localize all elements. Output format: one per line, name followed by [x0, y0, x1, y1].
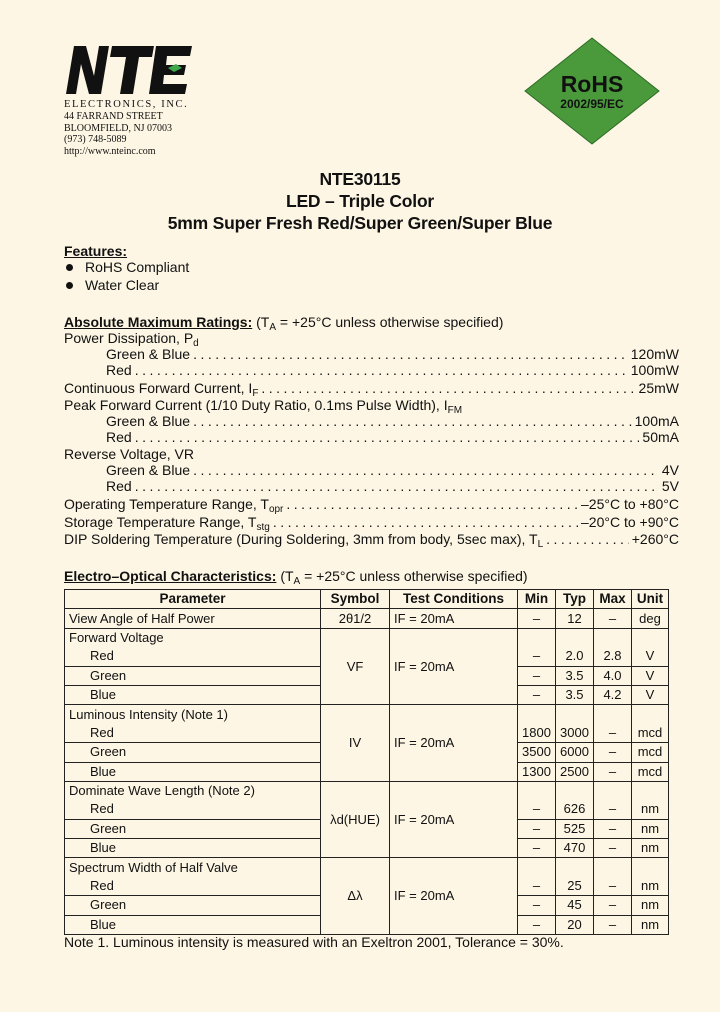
rating-row: [64, 413, 679, 430]
empty-cell: [556, 705, 594, 724]
empty-cell: [556, 858, 594, 877]
symbol-cell: 2θ1/2: [321, 609, 390, 628]
max-cell: –: [594, 800, 632, 819]
min-cell: 3500: [518, 743, 556, 762]
power-dissipation-label: [64, 330, 199, 347]
column-header: Parameter: [65, 590, 321, 609]
max-cell: –: [594, 743, 632, 762]
rating-value: –20°C to +90°C: [581, 514, 679, 530]
typ-cell: 20: [556, 915, 594, 934]
leader-dots: [193, 462, 659, 479]
empty-cell: [594, 781, 632, 800]
column-header: Test Conditions: [390, 590, 518, 609]
ratings-condition: (T: [256, 314, 270, 330]
symbol-cell: λd(HUE): [321, 781, 390, 858]
sub-param-cell: Green: [65, 666, 321, 685]
rating-row: [64, 514, 679, 531]
table-group-row: [65, 628, 669, 647]
leader-dots: [261, 380, 635, 397]
label-text: Storage Temperature Range, T: [64, 514, 257, 530]
ratings-condition-sub: A: [269, 322, 277, 333]
unit-cell: nm: [632, 839, 669, 858]
rating-value: +260°C: [631, 531, 679, 547]
empty-cell: [518, 858, 556, 877]
rating-value: 100mA: [634, 413, 679, 429]
rating-row: [64, 462, 679, 479]
sub-param-cell: Red: [65, 800, 321, 819]
leader-dots: [193, 413, 632, 430]
param-cell: Forward Voltage: [65, 628, 321, 647]
column-header: Min: [518, 590, 556, 609]
min-cell: –: [518, 915, 556, 934]
rohs-code: 2002/95/EC: [560, 97, 624, 111]
max-cell: –: [594, 915, 632, 934]
rating-value: 100mW: [630, 362, 679, 378]
typ-cell: 12: [556, 609, 594, 628]
rating-row: [64, 380, 679, 397]
unit-cell: mcd: [632, 743, 669, 762]
rating-row: [64, 362, 679, 379]
column-header: Unit: [632, 590, 669, 609]
max-cell: 4.0: [594, 666, 632, 685]
unit-cell: nm: [632, 877, 669, 896]
rating-label: Green & Blue: [106, 462, 191, 478]
empty-cell: [594, 858, 632, 877]
condition-cell: IF = 20mA: [390, 858, 518, 935]
rating-label: Green & Blue: [106, 413, 191, 429]
sub-param-cell: Red: [65, 724, 321, 743]
max-cell: –: [594, 839, 632, 858]
unit-cell: nm: [632, 800, 669, 819]
title-line-2: LED – Triple Color: [285, 191, 435, 211]
sub-param-cell: Green: [65, 743, 321, 762]
ratings-heading: Absolute Maximum Ratings:: [64, 314, 253, 330]
max-cell: –: [594, 819, 632, 838]
max-cell: –: [594, 724, 632, 743]
unit-cell: V: [632, 647, 669, 666]
max-cell: –: [594, 896, 632, 915]
typ-cell: 470: [556, 839, 594, 858]
feature-text: RoHS Compliant: [85, 259, 190, 275]
eo-heading: Electro–Optical Characteristics:: [64, 568, 277, 584]
label-text: Power Dissipation, P: [64, 330, 194, 346]
empty-cell: [632, 858, 669, 877]
typ-cell: 45: [556, 896, 594, 915]
label-sub: L: [537, 539, 544, 550]
rating-row: [64, 346, 679, 363]
param-cell: Luminous Intensity (Note 1): [65, 705, 321, 724]
empty-cell: [632, 781, 669, 800]
company-name: ELECTRONICS, INC.: [64, 99, 189, 110]
column-header: Symbol: [321, 590, 390, 609]
rating-label: Red: [106, 478, 132, 494]
condition-cell: IF = 20mA: [390, 609, 518, 628]
rating-label: Green & Blue: [106, 346, 191, 362]
sub-param-cell: Blue: [65, 762, 321, 781]
empty-cell: [556, 781, 594, 800]
rohs-badge: [523, 36, 661, 146]
eo-condition-post: = +25°C unless otherwise specified): [300, 568, 528, 584]
rating-label: Red: [106, 362, 132, 378]
bullet-icon: [66, 282, 73, 289]
column-header: Typ: [556, 590, 594, 609]
unit-cell: V: [632, 666, 669, 685]
label-text: Operating Temperature Range, T: [64, 496, 269, 512]
leader-dots: [286, 496, 578, 513]
sub-param-cell: Green: [65, 819, 321, 838]
eo-table: [64, 589, 669, 935]
condition-cell: IF = 20mA: [390, 705, 518, 782]
label-sub: d: [193, 338, 199, 349]
min-cell: –: [518, 666, 556, 685]
sub-param-cell: Green: [65, 896, 321, 915]
min-cell: –: [518, 800, 556, 819]
symbol-cell: Δλ: [321, 858, 390, 935]
min-cell: –: [518, 896, 556, 915]
label-text: Peak Forward Current (1/10 Duty Ratio, 0.1ms Pulse Width), I: [64, 397, 448, 413]
rating-row: [64, 429, 679, 446]
feature-item: [66, 259, 189, 276]
empty-cell: [632, 628, 669, 647]
max-cell: –: [594, 762, 632, 781]
leader-dots: [193, 346, 628, 363]
eo-heading-line: [64, 568, 528, 585]
eo-condition: (T: [280, 568, 294, 584]
unit-cell: V: [632, 685, 669, 704]
empty-cell: [594, 628, 632, 647]
typ-cell: 2.0: [556, 647, 594, 666]
address-line: BLOOMFIELD, NJ 07003: [64, 122, 173, 134]
min-cell: 1300: [518, 762, 556, 781]
table-group-row: [65, 781, 669, 800]
empty-cell: [556, 628, 594, 647]
typ-cell: 25: [556, 877, 594, 896]
rating-value: 25mW: [638, 380, 679, 396]
sub-param-cell: Blue: [65, 915, 321, 934]
typ-cell: 3.5: [556, 666, 594, 685]
title-line-3: 5mm Super Fresh Red/Super Green/Super Blue: [167, 213, 553, 233]
ratings-condition-post: = +25°C unless otherwise specified): [276, 314, 504, 330]
label-sub: stg: [256, 522, 270, 533]
peak-current-label: [64, 397, 462, 414]
rating-value: 4V: [661, 462, 679, 478]
footnote: Note 1. Luminous intensity is measured with an Exeltron 2001, Tolerance = 30%.: [64, 934, 564, 950]
rating-value: 120mW: [630, 346, 679, 362]
unit-cell: nm: [632, 819, 669, 838]
reverse-voltage-label: Reverse Voltage, VR: [64, 446, 194, 462]
unit-cell: nm: [632, 915, 669, 934]
address-line: (973) 748-5089: [64, 134, 127, 145]
sub-param-cell: Blue: [65, 839, 321, 858]
address-line: http://www.nteinc.com: [64, 145, 156, 157]
min-cell: –: [518, 839, 556, 858]
rating-row: [64, 531, 679, 548]
rating-value: –25°C to +80°C: [581, 496, 679, 512]
rating-label: [64, 380, 258, 397]
table-row: [65, 609, 669, 628]
max-cell: 4.2: [594, 685, 632, 704]
symbol-cell: IV: [321, 705, 390, 782]
empty-cell: [632, 705, 669, 724]
table-group-row: [65, 858, 669, 877]
label-text: DIP Soldering Temperature (During Soldering, 3mm from body, 5sec max), T: [64, 531, 538, 547]
empty-cell: [518, 781, 556, 800]
unit-cell: mcd: [632, 724, 669, 743]
rating-label: [64, 531, 543, 548]
min-cell: –: [518, 877, 556, 896]
typ-cell: 525: [556, 819, 594, 838]
param-cell: View Angle of Half Power: [65, 609, 321, 628]
rating-value: 50mA: [642, 429, 679, 445]
table-header-row: [65, 590, 669, 609]
rating-row: [64, 496, 679, 513]
leader-dots: [135, 362, 628, 379]
bullet-icon: [66, 264, 73, 271]
leader-dots: [135, 478, 659, 495]
rating-row: [64, 478, 679, 495]
typ-cell: 626: [556, 800, 594, 819]
label-text: Continuous Forward Current, I: [64, 380, 253, 396]
min-cell: –: [518, 819, 556, 838]
table-group-row: [65, 705, 669, 724]
max-cell: 2.8: [594, 647, 632, 666]
rating-label: [64, 514, 270, 531]
empty-cell: [594, 705, 632, 724]
eo-condition-sub: A: [293, 576, 301, 587]
unit-cell: deg: [632, 609, 669, 628]
min-cell: –: [518, 647, 556, 666]
feature-text: Water Clear: [85, 277, 160, 293]
min-cell: –: [518, 609, 556, 628]
condition-cell: IF = 20mA: [390, 628, 518, 705]
rohs-label: RoHS: [560, 71, 624, 97]
typ-cell: 6000: [556, 743, 594, 762]
max-cell: –: [594, 609, 632, 628]
unit-cell: mcd: [632, 762, 669, 781]
typ-cell: 3000: [556, 724, 594, 743]
param-cell: Spectrum Width of Half Valve: [65, 858, 321, 877]
condition-cell: IF = 20mA: [390, 781, 518, 858]
label-sub: FM: [447, 405, 463, 416]
part-number: NTE30115: [319, 169, 401, 189]
address-line: 44 FARRAND STREET: [64, 111, 163, 122]
leader-dots: [273, 514, 578, 531]
ratings-heading-line: [64, 314, 503, 331]
symbol-cell: VF: [321, 628, 390, 705]
nte-logo: [64, 44, 194, 96]
label-sub: F: [252, 388, 259, 399]
typ-cell: 3.5: [556, 685, 594, 704]
sub-param-cell: Red: [65, 877, 321, 896]
leader-dots: [135, 429, 640, 446]
empty-cell: [518, 705, 556, 724]
company-address: [64, 111, 172, 157]
min-cell: 1800: [518, 724, 556, 743]
rating-value: 5V: [661, 478, 679, 494]
max-cell: –: [594, 877, 632, 896]
feature-item: [66, 277, 159, 294]
min-cell: –: [518, 685, 556, 704]
column-header: Max: [594, 590, 632, 609]
sub-param-cell: Red: [65, 647, 321, 666]
sub-param-cell: Blue: [65, 685, 321, 704]
param-cell: Dominate Wave Length (Note 2): [65, 781, 321, 800]
label-sub: opr: [268, 504, 284, 515]
rating-label: [64, 496, 283, 513]
typ-cell: 2500: [556, 762, 594, 781]
leader-dots: [546, 531, 629, 548]
features-heading: Features:: [64, 243, 128, 259]
empty-cell: [518, 628, 556, 647]
rating-label: Red: [106, 429, 132, 445]
unit-cell: nm: [632, 896, 669, 915]
